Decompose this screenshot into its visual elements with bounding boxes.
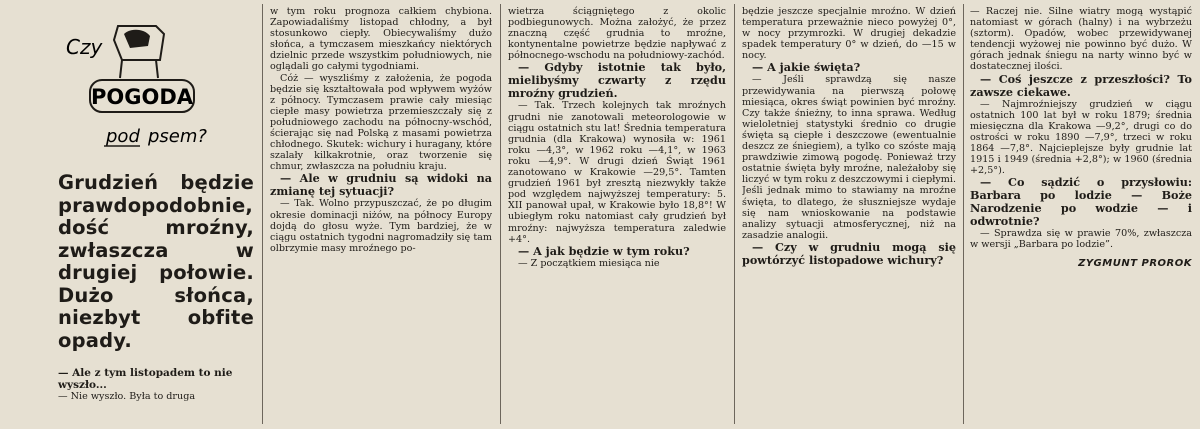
answer-start: — Nie wyszło. Była to druga: [58, 391, 196, 402]
logo-word-psem: psem?: [148, 126, 207, 147]
column-rule: [734, 4, 735, 424]
paragraph: wietrza ściągniętego z okolic podbiegunowych. Można założyć, że przez znaczną część grudnia to mroźne, kontynentalne powietrze będzie napływać z północnego-wschodu na południowy-zachód.: [508, 6, 726, 62]
paragraph: — Sprawdza się w prawie 70%, zwłaszcza w wersji „Barbara po lodzie”.: [970, 228, 1192, 251]
lead-paragraph: Grudzień będzie prawdopodobnie, dość mroźny, zwłaszcza w drugiej połowie. Dużo słońca, niezbyt obfite opady.: [58, 171, 254, 352]
question-listopad: — Ale z tym listopadem to nie wyszło...: [58, 367, 233, 391]
article-column-4: [742, 6, 956, 426]
lead-dialogue: [58, 368, 254, 403]
paragraph: — Tak. Trzech kolejnych tak mroźnych grudni nie zanotowali meteorologowie w ciągu ostatnich stu lat! Średnia temperatura grudnia (dla Krakowa) wynosiła w: 1961 roku —4,3°, w 1962 roku —4,1°, w 1963 roku —4,9°. W drugi dzień Świąt 1961 zanotowano w Krakowie —29,5°. Tamten grudzień 1961 był zresztą niezwykły także pod względem najwyższej temperatury: 5. XII panował upał, w Krakowie było 18,8°! W ubiegłym roku natomiast cały grudzień był mroźny: najwyższa temperatura zaledwie +4°.: [508, 100, 726, 245]
paragraph: — Najmroźniejszy grudzień w ciągu ostatnich 100 lat był w roku 1879; średnia miesięczna dla Krakowa —9,2°, drugi co do ostrości w roku 1890 —7,9°, trzeci w roku 1864 —7,8°. Najcieplejsze były grudnie lat 1915 i 1949 (średnia +2,8°); w 1960 (średnia +2,5°).: [970, 98, 1192, 177]
paragraph: będzie jeszcze specjalnie mroźno. W dzień temperatura przeważnie nieco powyżej 0°, w nocy przymrozki. W drugiej dekadzie spadek temperatury 0° w dzień, do —15 w nocy.: [742, 6, 956, 62]
article-column-3: [508, 6, 726, 426]
paragraph: — Z początkiem miesiąca nie: [518, 257, 660, 269]
column-rule: [963, 4, 964, 424]
logo-word-pod: pod: [106, 126, 140, 147]
question-heading: — Czy w grudniu mogą się powtórzyć listopadowe wichury?: [742, 239, 956, 267]
paragraph: — Raczej nie. Silne wiatry mogą wystąpić natomiast w górach (halny) i na wybrzeżu (sztorm). Opadów, wobec przewidywanej tendencji wyżowej nie powinno być dużo. W górach jednak śniegu na narty winno być w dostatecznej ilości.: [970, 6, 1192, 73]
paragraph: — Jeśli sprawdzą się nasze przewidywania na pierwszą połowę miesiąca, okres świąt powinien być mroźny. Czy także śnieżny, to inna sprawa. Według wieloletniej statystyki średnio co drugie święta są ciepłe i deszczowe (ewentualnie deszcz ze śniegiem), a tylko co szóste mają prawdziwie zimową pogodę. Ponieważ trzy ostatnie święta były mroźne, należałoby się liczyć w tym roku z deszczowymi i ciepłymi. Jeśli jednak mimo to stawiamy na mroźne święta, to dlatego, że słuszniejsze wydaje się nam wnioskowanie na podstawie analizy sytuacji atmosferycznej, niż na zasadzie analogii.: [742, 74, 956, 241]
dog-head-icon: [124, 30, 150, 48]
column-rule: [262, 4, 263, 424]
column-rule: [500, 4, 501, 424]
article-column-2: [270, 6, 492, 426]
question-heading: — Co sądzić o przysłowiu: Barbara po lodzie — Boże Narodzenie po wodzie — i odwrotnie?: [970, 175, 1192, 229]
question-heading: — Ale w grudniu są widoki na zmianę tej sytuacji?: [270, 171, 492, 199]
paragraph: Cóż — wyszliśmy z założenia, że pogoda będzie się kształtowała pod wpływem wyżów z północy. Tymczasem prawie cały miesiąc ciepłe masy powietrza przemieszczały się z południowego zachodu na północny-wschód, ścierając się nad Polską z masami powietrza chłodnego. Skutek: wichury i huragany, które szalały kilkakrotnie, oraz tworzenie się chmur, zwłaszcza na południu kraju.: [270, 72, 492, 173]
question-heading: — Coś jeszcze z przeszłości? To zawsze ciekawe.: [970, 71, 1192, 99]
author-signature: ZYGMUNT PROROK: [1078, 258, 1192, 270]
paragraph: w tym roku prognoza całkiem chybiona. Zapowiadaliśmy listopad chłodny, a był stosunkowo ciepły. Obiecywaliśmy dużo słońca, a tymczasem mieszkańcy niektórych dzielnic przede wszystkim południowych, nie oglądali go całymi tygodniami.: [270, 6, 492, 73]
logo-word-pogoda: POGODA: [90, 85, 194, 109]
paragraph: — Tak. Wolno przypuszczać, że po długim okresie dominacji niżów, na północy Europy dojdą do głosu wyże. Tym bardziej, że w ciągu ostatnich tygodni nagromadziły się tam olbrzymie masy mroźnego po-: [270, 198, 492, 254]
pogoda-pod-psem-logo: [60, 20, 210, 152]
question-heading: — A jakie święta?: [752, 60, 861, 75]
logo-word-czy: Czy: [66, 35, 103, 59]
question-heading: — Gdyby istotnie tak było, mielibyśmy czwarty z rzędu mroźny grudzień.: [508, 60, 726, 101]
dog-legs-icon: [120, 60, 158, 78]
article-column-5: [970, 6, 1192, 426]
question-heading: — A jak będzie w tym roku?: [518, 243, 690, 258]
